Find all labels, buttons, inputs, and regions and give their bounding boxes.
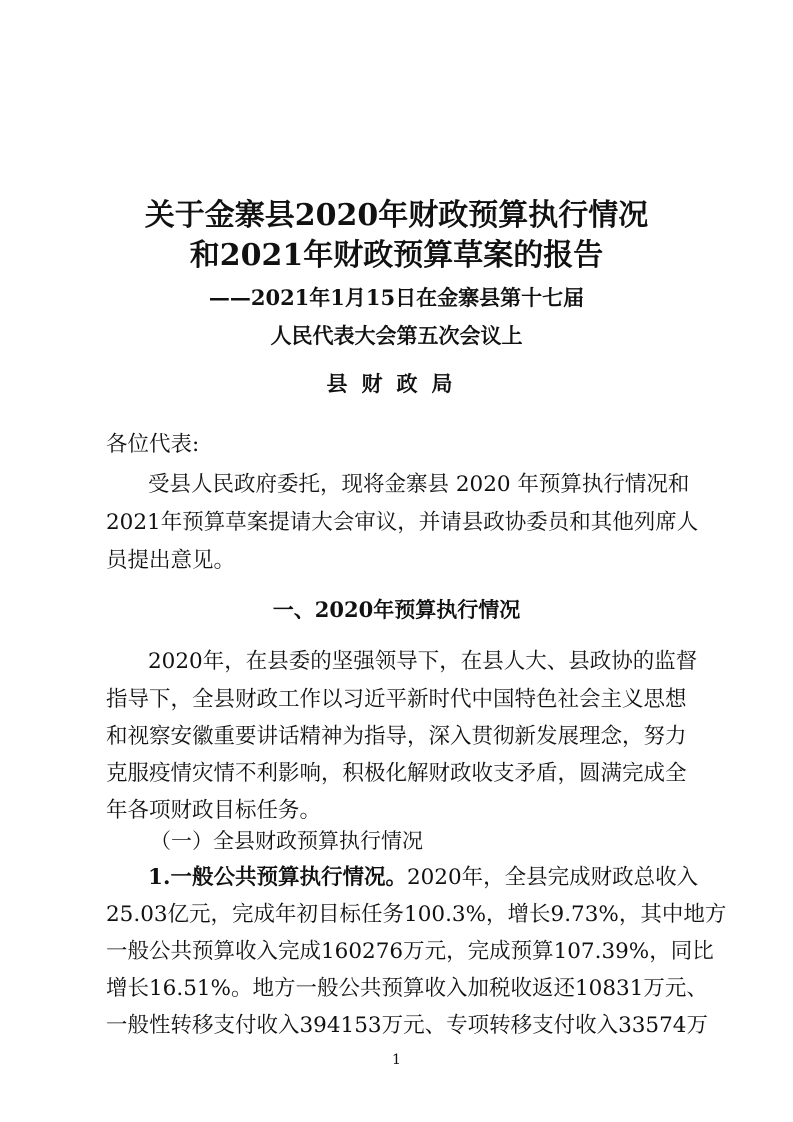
item1-line-5: 一般性转移支付收入394153万元、专项转移支付收入33574万 bbox=[106, 1013, 708, 1038]
section-para-line-1: 2020年，在县委的坚强领导下，在县人大、县政协的监督 bbox=[148, 649, 698, 674]
subsection-heading: （一）全县财政预算执行情况 bbox=[150, 829, 423, 853]
document-title-line-2: 和2021年财政预算草案的报告 bbox=[189, 238, 604, 273]
section-heading: 一、2020年预算执行情况 bbox=[272, 597, 521, 622]
intro-line-3: 员提出意见。 bbox=[106, 548, 236, 573]
item1-label: 1.一般公共预算执行情况。 bbox=[148, 865, 407, 890]
subtitle-line-1: ——2021年1月15日在金寨县第十七届 bbox=[208, 285, 585, 310]
section-para-line-5: 年各项财政目标任务。 bbox=[106, 798, 322, 823]
section-para-line-4: 克服疫情灾情不利影响，积极化解财政收支矛盾，圆满完成全 bbox=[106, 761, 687, 786]
intro-line-1: 受县人民政府委托，现将金寨县 2020 年预算执行情况和 bbox=[148, 472, 690, 497]
item1-line-1 bbox=[148, 863, 698, 893]
salutation: 各位代表: bbox=[106, 432, 200, 457]
author-line: 县财政局 bbox=[326, 371, 467, 396]
section-para-line-3: 和视察安徽重要讲话精神为指导，深入贯彻新发展理念，努力 bbox=[106, 724, 687, 749]
page-number: 1 bbox=[392, 1052, 401, 1068]
document-title-line-1: 关于金寨县2020年财政预算执行情况 bbox=[144, 198, 649, 233]
intro-line-2: 2021年预算草案提请大会审议，并请县政协委员和其他列席人 bbox=[106, 510, 699, 535]
item1-first-line-rest: 2020年，全县完成财政总收入 bbox=[406, 865, 699, 890]
item1-line-4: 增长16.51%。地方一般公共预算收入加税收返还10831万元、 bbox=[106, 976, 708, 1001]
section-para-line-2: 指导下，全县财政工作以习近平新时代中国特色社会主义思想 bbox=[106, 687, 687, 712]
subtitle-line-2: 人民代表大会第五次会议上 bbox=[270, 323, 523, 348]
item1-line-2: 25.03亿元，完成年初目标任务100.3%，增长9.73%，其中地方 bbox=[106, 902, 727, 927]
item1-line-3: 一般公共预算收入完成160276万元，完成预算107.39%，同比 bbox=[106, 939, 714, 964]
